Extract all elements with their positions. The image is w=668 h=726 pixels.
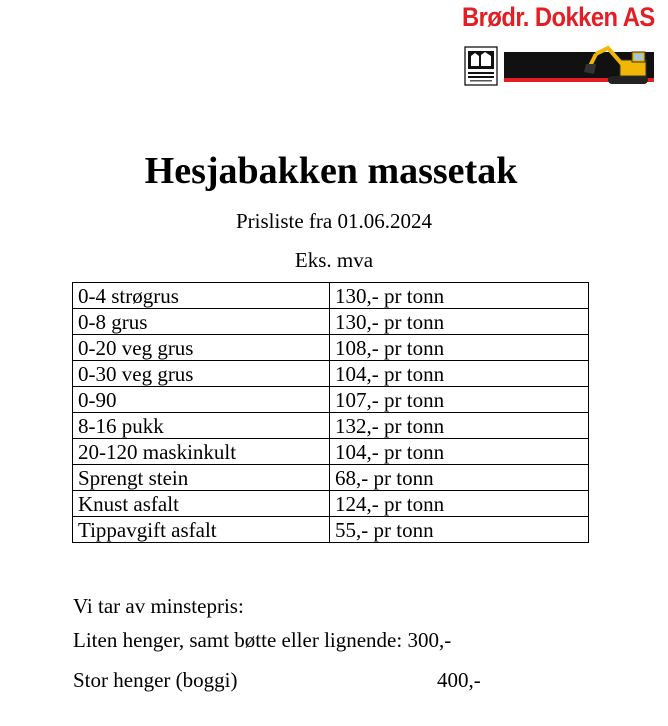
price-cell: 132,- pr tonn xyxy=(330,413,589,439)
minimum-price-line xyxy=(73,667,481,693)
price-cell: 68,- pr tonn xyxy=(330,465,589,491)
product-cell: Knust asfalt xyxy=(73,491,330,517)
price-cell: 104,- pr tonn xyxy=(330,361,589,387)
product-cell: 0-20 veg grus xyxy=(73,335,330,361)
price-cell: 107,- pr tonn xyxy=(330,387,589,413)
price-cell: 104,- pr tonn xyxy=(330,439,589,465)
price-list-date: Prisliste fra 01.06.2024 xyxy=(236,209,432,233)
table-row xyxy=(73,517,589,543)
certification-badge-icon xyxy=(464,46,498,86)
product-cell: Sprengt stein xyxy=(73,465,330,491)
table-row xyxy=(73,413,589,439)
table-row xyxy=(73,335,589,361)
table-row xyxy=(73,491,589,517)
price-cell: 108,- pr tonn xyxy=(330,335,589,361)
price-cell: 55,- pr tonn xyxy=(330,517,589,543)
table-row xyxy=(73,465,589,491)
minimum-price-label: Liten henger, samt bøtte eller lignende: xyxy=(73,628,403,652)
price-cell: 130,- pr tonn xyxy=(330,283,589,309)
minimum-price-label: Stor henger (boggi) xyxy=(73,668,238,692)
product-cell: 20-120 maskinkult xyxy=(73,439,330,465)
product-cell: 8-16 pukk xyxy=(73,413,330,439)
company-name: Brødr. Dokken AS xyxy=(462,2,655,32)
product-cell: 0-8 grus xyxy=(73,309,330,335)
table-row xyxy=(73,309,589,335)
price-cell: 130,- pr tonn xyxy=(330,309,589,335)
product-cell: 0-90 xyxy=(73,387,330,413)
excavator-icon xyxy=(568,44,660,88)
price-table xyxy=(72,282,589,543)
document-title: Hesjabakken massetak xyxy=(144,150,518,192)
phone-number: Tlf. 915 70 440 xyxy=(50,15,139,30)
table-row xyxy=(73,387,589,413)
product-cell: Tippavgift asfalt xyxy=(73,517,330,543)
table-row xyxy=(73,439,589,465)
vat-note: Eks. mva xyxy=(294,248,374,272)
product-cell: 0-30 veg grus xyxy=(73,361,330,387)
table-row xyxy=(73,361,589,387)
minimum-price-amount: 400,- xyxy=(437,668,481,692)
minimum-price-amount: 300,- xyxy=(407,628,452,652)
product-cell: 0-4 strøgrus xyxy=(73,283,330,309)
price-cell: 124,- pr tonn xyxy=(330,491,589,517)
minimum-price-heading: Vi tar av minstepris: xyxy=(73,594,244,618)
minimum-price-line xyxy=(73,627,451,653)
company-logo xyxy=(464,44,660,88)
table-row xyxy=(73,283,589,309)
